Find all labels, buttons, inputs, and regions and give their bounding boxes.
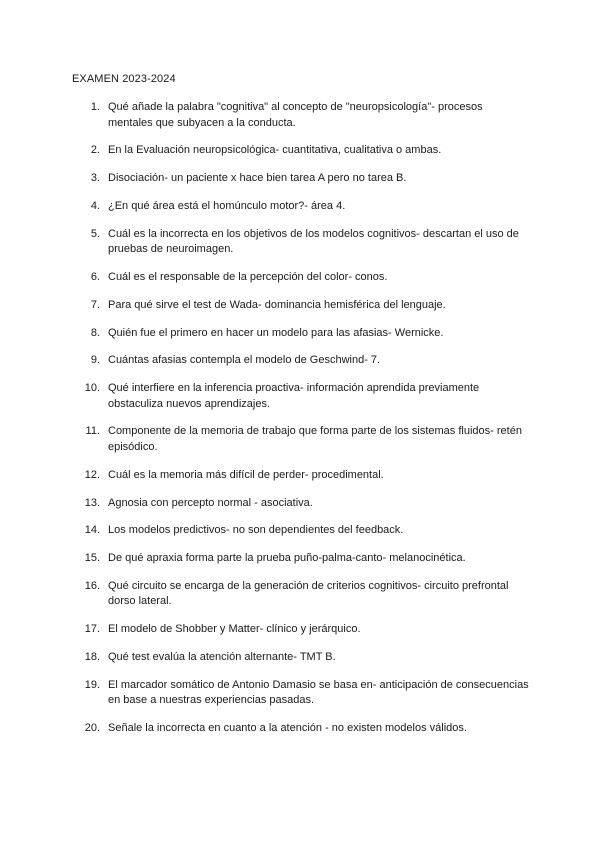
question-item bbox=[72, 227, 532, 258]
question-item bbox=[72, 424, 532, 455]
question-number: 3. bbox=[90, 172, 100, 185]
question-text: Qué test evalúa la atención alternante- TMT B. bbox=[108, 651, 336, 664]
question-item bbox=[72, 678, 532, 709]
question-text: Disociación- un paciente x hace bien tarea A pero no tarea B. bbox=[108, 172, 407, 185]
question-item bbox=[72, 650, 532, 666]
question-number: 11. bbox=[85, 425, 100, 438]
question-text: Qué interfiere en la inferencia proactiva- información aprendida previamente obstaculiza nuevos aprendizajes. bbox=[108, 382, 480, 410]
question-number: 1. bbox=[90, 101, 100, 113]
question-number: 2. bbox=[90, 144, 100, 157]
question-number: 5. bbox=[90, 227, 100, 240]
question-number: 10. bbox=[84, 382, 100, 395]
question-text: El modelo de Shobber y Matter- clínico y jerárquico. bbox=[108, 623, 361, 636]
question-text: Para qué sirve el test de Wada- dominancia hemisférica del lenguaje. bbox=[108, 298, 446, 311]
question-number: 13. bbox=[84, 496, 100, 509]
question-item bbox=[72, 270, 532, 286]
question-number: 12. bbox=[84, 468, 100, 481]
question-number: 18. bbox=[84, 651, 100, 664]
question-text: De qué apraxia forma parte la prueba puño-palma-canto- melanocinética. bbox=[108, 552, 466, 565]
question-text: En la Evaluación neuropsicológica- cuantitativa, cualitativa o ambas. bbox=[108, 144, 442, 157]
question-item bbox=[72, 353, 532, 369]
question-text: El marcador somático de Antonio Damasio se basa en- anticipación de consecuencias en base a nuestras experiencias pasadas. bbox=[108, 678, 529, 707]
question-text: Componente de la memoria de trabajo que forma parte de los sistemas fluidos- retén episódico. bbox=[108, 425, 522, 453]
question-text: Los modelos predictivos- no son dependientes del feedback. bbox=[108, 524, 404, 537]
question-text: Señale la incorrecta en cuanto a la atención - no existen modelos válidos. bbox=[108, 722, 467, 735]
question-item bbox=[72, 551, 532, 567]
question-text: Cuál es la memoria más difícil de perder- procedimental. bbox=[108, 468, 384, 481]
question-text: Cuántas afasias contempla el modelo de Geschwind- 7. bbox=[108, 354, 381, 367]
question-text: Quién fue el primero en hacer un modelo para las afasias- Wernicke. bbox=[108, 326, 444, 339]
question-item bbox=[72, 381, 532, 412]
question-item bbox=[72, 143, 532, 159]
question-item bbox=[72, 298, 532, 314]
question-item bbox=[72, 199, 532, 215]
question-number: 15. bbox=[84, 552, 100, 565]
question-text: Agnosia con percepto normal - asociativa. bbox=[108, 496, 313, 509]
question-item bbox=[72, 579, 532, 610]
question-number: 20. bbox=[84, 722, 100, 735]
question-item bbox=[72, 326, 532, 342]
question-item bbox=[72, 171, 532, 187]
question-number: 7. bbox=[90, 298, 100, 311]
question-text: Qué circuito se encarga de la generación de criterios cognitivos- circuito prefrontal dorso lateral. bbox=[108, 579, 509, 608]
question-number: 16. bbox=[84, 579, 100, 592]
question-number: 19. bbox=[84, 678, 100, 691]
question-item bbox=[72, 468, 532, 484]
question-text: Qué añade la palabra "cognitiva" al concepto de "neuropsicología"- procesos mentales que subyacen a la conducta. bbox=[108, 101, 483, 129]
question-item bbox=[72, 721, 532, 737]
question-item bbox=[72, 100, 532, 131]
question-text: Cuál es la incorrecta en los objetivos de los modelos cognitivos- descartan el uso de pruebas de neuroimagen. bbox=[108, 227, 519, 256]
question-text: Cuál es el responsable de la percepción del color- conos. bbox=[108, 270, 388, 283]
question-number: 8. bbox=[90, 326, 100, 339]
question-number: 9. bbox=[90, 354, 100, 367]
question-text: ¿En qué área está el homúnculo motor?- área 4. bbox=[108, 199, 346, 212]
question-number: 4. bbox=[90, 199, 100, 212]
question-item bbox=[72, 523, 532, 539]
question-number: 6. bbox=[90, 270, 100, 283]
document-title: EXAMEN 2023-2024 bbox=[72, 73, 176, 85]
question-number: 17. bbox=[84, 623, 100, 636]
question-number: 14. bbox=[84, 524, 100, 537]
question-list bbox=[72, 100, 532, 749]
question-item bbox=[72, 622, 532, 638]
question-item bbox=[72, 496, 532, 512]
